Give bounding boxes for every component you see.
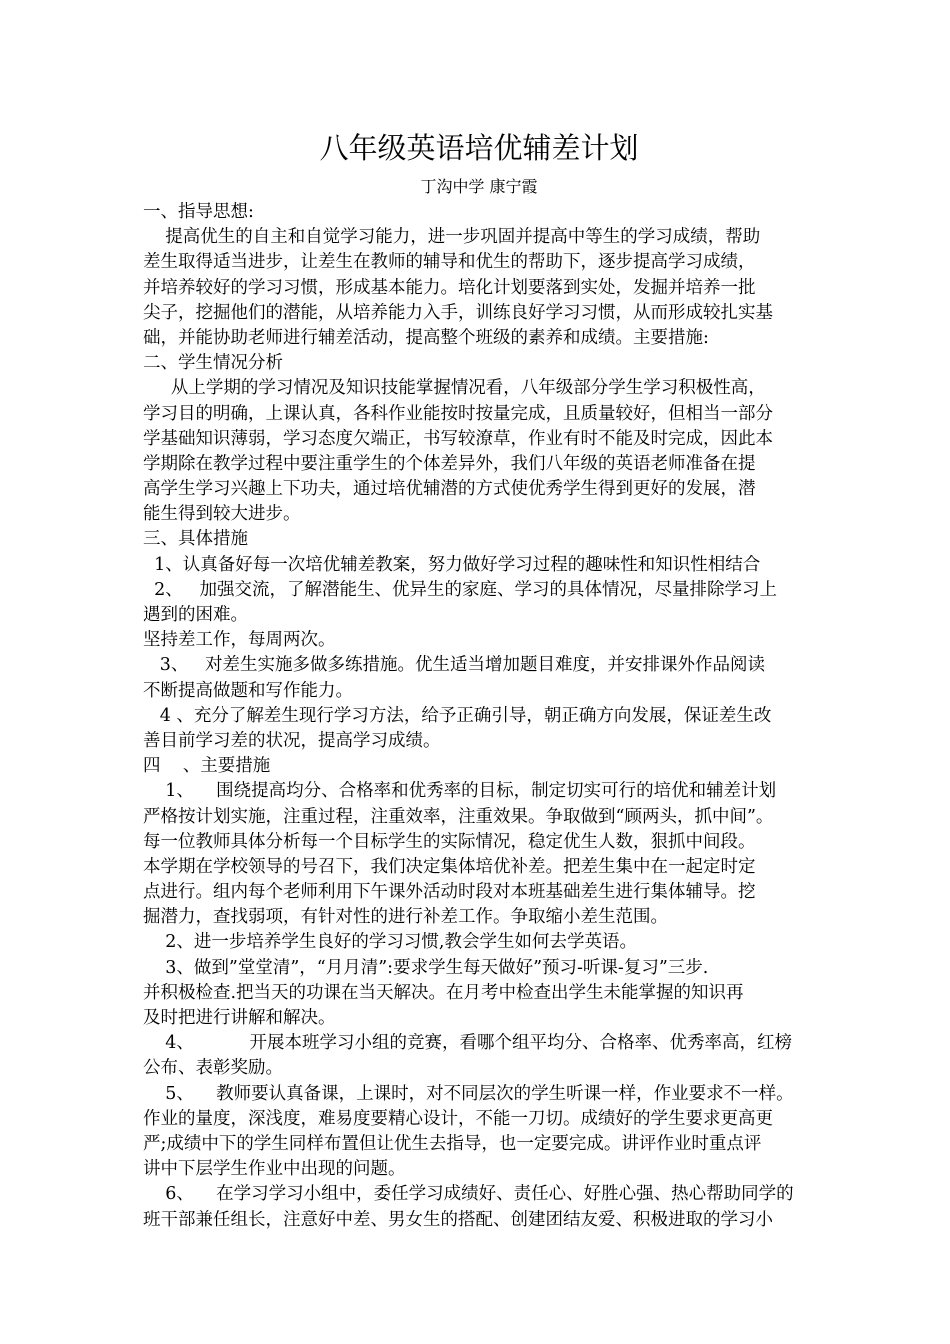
text-line: 从上学期的学习情况及知识技能掌握情况看，八年级部分学生学习积极性高，	[143, 378, 766, 399]
text-line: 5、 教师要认真备课，上课时，对不同层次的学生听课一样，作业要求不一样。	[143, 1083, 794, 1104]
document-page	[143, 128, 815, 1233]
text-line: 学基础知识薄弱，学习态度欠端正，书写较潦草，作业有时不能及时完成，因此本	[143, 428, 773, 449]
text-line: 本学期在学校领导的号召下，我们决定集体培优补差。把差生集中在一起定时定	[143, 856, 756, 877]
text-line: 班干部兼任组长，注意好中差、男女生的搭配、创建团结友爱、积极进取的学习小	[143, 1209, 773, 1230]
text-line: 掘潜力，查找弱项，有针对性的进行补差工作。争取缩小差生范围。	[143, 907, 668, 928]
text-line: 讲中下层学生作业中出现的问题。	[143, 1159, 406, 1180]
text-line: 提高优生的自主和自觉学习能力，进一步巩固并提高中等生的学习成绩，帮助	[143, 227, 761, 248]
text-line: 不断提高做题和写作能力。	[143, 680, 353, 701]
document-body	[143, 200, 815, 1233]
document-title: 八年级英语培优辅差计划	[319, 131, 639, 165]
text-line: 差生取得适当进步，让差生在教师的辅导和优生的帮助下，逐步提高学习成绩，	[143, 252, 756, 273]
text-line: 遇到的困难。	[143, 605, 248, 625]
text-line: 善目前学习差的状况，提高学习成绩。	[143, 730, 441, 751]
text-line: 严格按计划实施，注重过程，注重效率，注重效果。争取做到“顾两头，抓中间”。	[143, 806, 774, 827]
text-line: 能生得到较大进步。	[143, 504, 301, 525]
text-line: 点进行。组内每个老师利用下午课外活动时段对本班基础差生进行集体辅导。挖	[143, 882, 756, 903]
text-line: 3、做到”堂堂清”，“月月清”:要求学生每天做好”预习-听课-复习”三步.	[143, 957, 709, 978]
text-line: 二、学生情况分析	[143, 353, 283, 374]
text-line: 2、 加强交流，了解潜能生、优异生的家庭、学习的具体情况，尽量排除学习上	[143, 579, 777, 600]
text-line: 高学生学习兴趣上下功夫，通过培优辅潜的方式使优秀学生得到更好的发展，潜	[143, 479, 756, 500]
text-line: 学习目的明确，上课认真，各科作业能按时按量完成，且质量较好，但相当一部分	[143, 403, 773, 424]
text-line: 严;成绩中下的学生同样布置但让优生去指导，也一定要完成。讲评作业时重点评	[143, 1133, 762, 1154]
text-line: 4 、充分了解差生现行学习方法，给予正确引导，朝正确方向发展，保证差生改	[143, 705, 772, 726]
text-line: 及时把进行讲解和解决。	[143, 1008, 336, 1028]
text-line: 坚持差工作，每周两次。	[143, 630, 336, 651]
document-author: 丁沟中学 康宁霞	[420, 177, 538, 196]
text-line: 3、 对差生实施多做多练措施。优生适当增加题目难度，并安排课外作品阅读	[143, 655, 766, 676]
text-line: 础，并能协助老师进行辅差活动，提高整个班级的素养和成绩。主要措施:	[143, 327, 709, 348]
text-line: 并培养较好的学习习惯，形成基本能力。培化计划要落到实处，发掘并培养一批	[143, 277, 756, 298]
text-line: 2、进一步培养学生良好的学习习惯,教会学生如何去学英语。	[143, 932, 637, 953]
text-line: 6、 在学习学习小组中，委任学习成绩好、责任心、好胜心强、热心帮助同学的	[143, 1184, 794, 1205]
text-line: 尖子，挖掘他们的潜能，从培养能力入手，训练良好学习习惯，从而形成较扎实基	[143, 302, 773, 323]
text-line: 公布、表彰奖励。	[143, 1058, 283, 1079]
text-line: 1、 围绕提高均分、合格率和优秀率的目标，制定切实可行的培优和辅差计划	[143, 781, 777, 802]
text-line: 三、具体措施	[143, 529, 248, 550]
text-line: 每一位教师具体分析每一个目标学生的实际情况，稳定优生人数，狠抓中间段。	[143, 831, 756, 852]
text-line: 一、指导思想:	[143, 202, 254, 222]
text-line: 学期除在教学过程中要注重学生的个体差异外，我们八年级的英语老师准备在提	[143, 453, 756, 474]
text-line: 作业的量度，深浅度，难易度要精心设计，不能一刀切。成绩好的学生要求更高更	[143, 1108, 773, 1129]
text-line: 1、认真备好每一次培优辅差教案，努力做好学习过程的趣味性和知识性相结合	[143, 554, 761, 575]
text-line: 4、 开展本班学习小组的竞赛，看哪个组平均分、合格率、优秀率高，红榜	[143, 1033, 793, 1054]
text-line: 四 、主要措施	[143, 756, 271, 777]
text-line: 并积极检查.把当天的功课在当天解决。在月考中检查出学生未能掌握的知识再	[143, 982, 744, 1003]
